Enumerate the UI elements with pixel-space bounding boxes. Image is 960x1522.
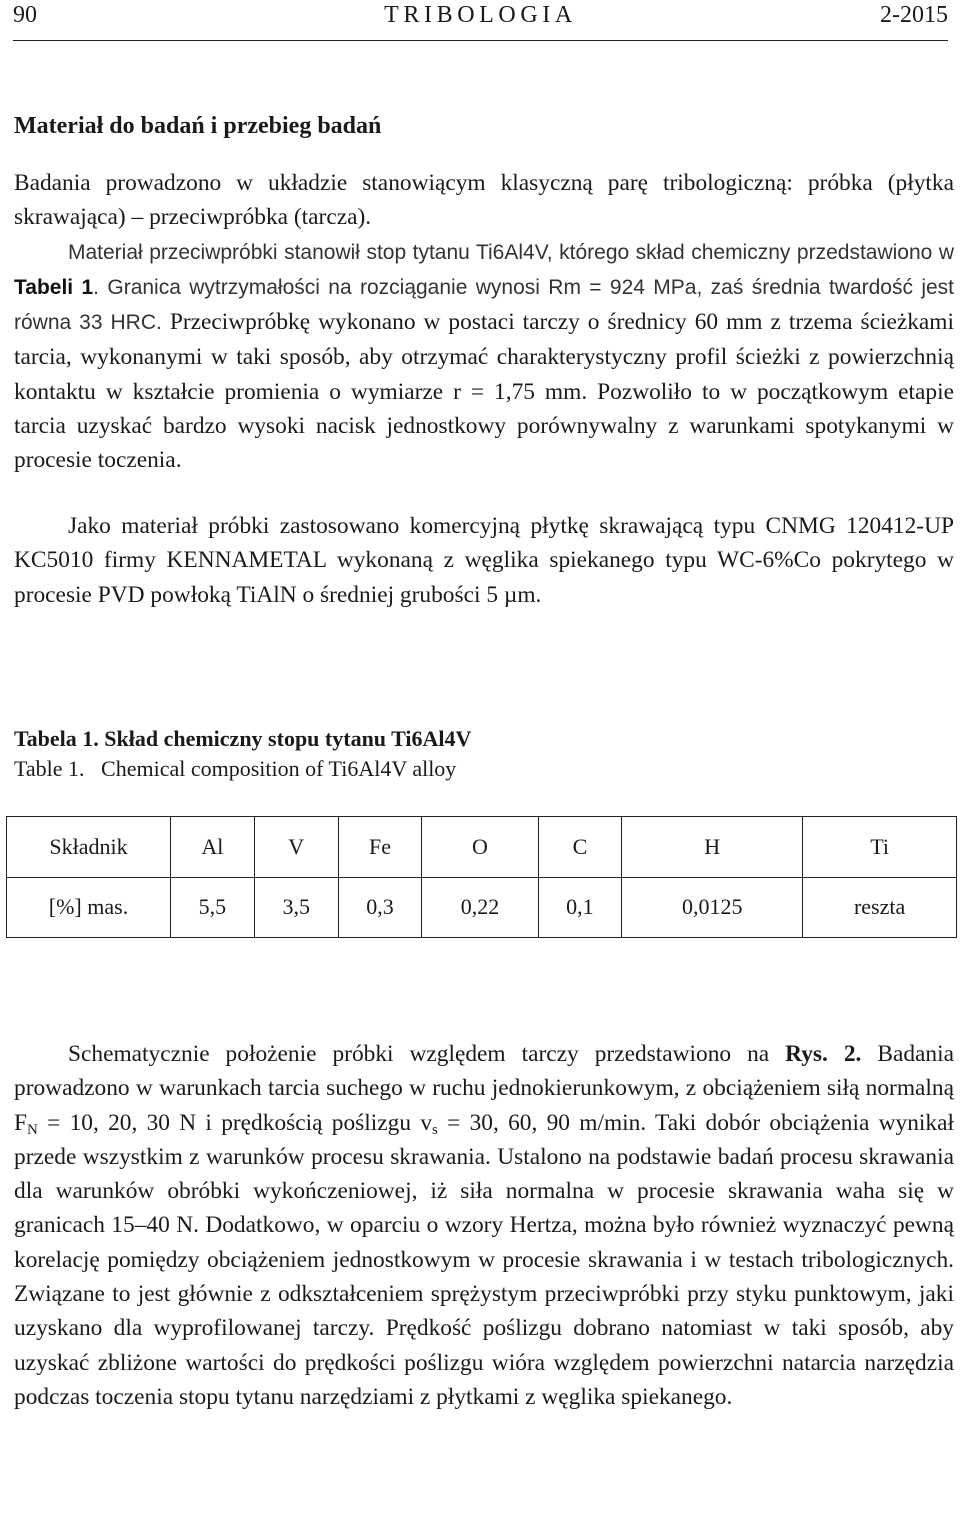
table-cell: reszta xyxy=(803,877,957,938)
p1-sentence-2-end: . Granica wytrzymałości na rozciąganie wynosi Rm = 924 MPa, zaś średnia twardość jest równa 33 HRC. xyxy=(14,275,955,335)
table-cell: C xyxy=(538,817,622,878)
table-cell: 0,3 xyxy=(338,877,422,938)
table-reference-link[interactable]: Tabeli 1 xyxy=(14,275,94,299)
table-cell: Składnik xyxy=(7,817,171,878)
paragraph-2 xyxy=(14,509,954,612)
table-row xyxy=(7,877,957,938)
table-cell: H xyxy=(622,817,803,878)
composition-table xyxy=(6,816,957,938)
table-cell: 0,0125 xyxy=(622,877,803,938)
page-header xyxy=(13,0,948,34)
p3-text-b: Badania prowadzono w warunkach tarcia suchego w ruchu jednokierunkowym, z obciążeniem siłą normalną F xyxy=(14,1041,954,1136)
journal-name: TRIBOLOGIA xyxy=(384,2,577,28)
table-cell: O xyxy=(422,817,538,878)
table-cell: V xyxy=(254,817,338,878)
table-cell: [%] mas. xyxy=(7,877,171,938)
table-header-row xyxy=(7,817,957,878)
figure-reference-link[interactable]: Rys. 2. xyxy=(785,1041,862,1067)
p3-text-a: Schematycznie położenie próbki względem tarczy przedstawiono na xyxy=(68,1041,786,1067)
p2-text: Jako materiał próbki zastosowano komercyjną płytkę skrawającą typu CNMG 120412-UP KC5010 firmy KENNAMETAL wykonaną z węglika spiekanego typu WC-6%Co pokrytego w procesie PVD powłoką TiAlN o średniej grubości 5 µm. xyxy=(14,513,954,608)
issue-number: 2-2015 xyxy=(880,2,948,28)
table-cell: 5,5 xyxy=(171,877,255,938)
table-cell: Fe xyxy=(338,817,422,878)
paragraph-3 xyxy=(14,1037,954,1414)
p1-sentence-1: Badania prowadzono w układzie stanowiącym klasyczną parę tribologiczną: próbka (płytka skrawająca) – przeciwpróbka (tarcza). xyxy=(14,170,954,231)
table-cell: 0,22 xyxy=(422,877,538,938)
p1-sentence-3: Przeciwpróbkę wykonano w postaci tarczy o średnicy 60 mm z trzema ścieżkami tarcia, wykonanymi w taki sposób, aby otrzymać charakterystyczny profil ścieżki z powierzchnią kontaktu w kształcie promienia o wymiarze r = 1,75 mm. Pozwoliło to w początkowym etapie tarcia uzyskać bardzo wysoki nacisk jednostkowy porównywalny z warunkami spotykanymi w procesie toczenia. xyxy=(14,309,954,474)
subscript-s: s xyxy=(432,1121,438,1138)
table-cell: Al xyxy=(171,817,255,878)
header-rule xyxy=(13,40,948,41)
table-caption-pl: Tabela 1. Skład chemiczny stopu tytanu Ti6Al4V xyxy=(14,726,472,751)
p3-text-d: = 30, 60, 90 m/min. Taki dobór obciążenia wynikał przede wszystkim z warunków procesu skrawania. Ustalono na podstawie badań procesu skrawania dla warunków obróbki wykończeniowej, iż siła normalna w procesie skrawania waha się w granicach 15–40 N. Dodatkowo, w oparciu o wzory Hertza, można było również wyznaczyć pewną korelację pomiędzy obciążeniem jednostkowym w procesie skrawania i w testach tribologicznych. Związane to jest głównie z odkształceniem sprężystym przeciwpróbki przy styku punktowym, jaki uzyskano dla wyprofilowanej tarczy. Prędkość poślizgu dobrano natomiast w taki sposób, aby uzyskać zbliżone wartości do prędkości poślizgu wióra względem powierzchni natarcia narzędzia podczas toczenia stopu tytanu narzędziami z płytkami z węglika spiekanego. xyxy=(14,1109,954,1410)
table-cell: 0,1 xyxy=(538,877,622,938)
p1-sentence-2: Materiał przeciwpróbki stanowił stop tytanu Ti6Al4V, którego skład chemiczny przedstawiono w xyxy=(68,240,954,264)
page-number: 90 xyxy=(13,2,37,28)
table-cell: 3,5 xyxy=(254,877,338,938)
subscript-n: N xyxy=(27,1121,38,1138)
table-cell: Ti xyxy=(803,817,957,878)
paragraph-1 xyxy=(14,166,954,478)
section-title: Materiał do badań i przebieg badań xyxy=(14,113,382,139)
table-caption-en: Table 1. Chemical composition of Ti6Al4V alloy xyxy=(14,756,457,781)
p3-text-c: = 10, 20, 30 N i prędkością poślizgu v xyxy=(37,1109,433,1136)
